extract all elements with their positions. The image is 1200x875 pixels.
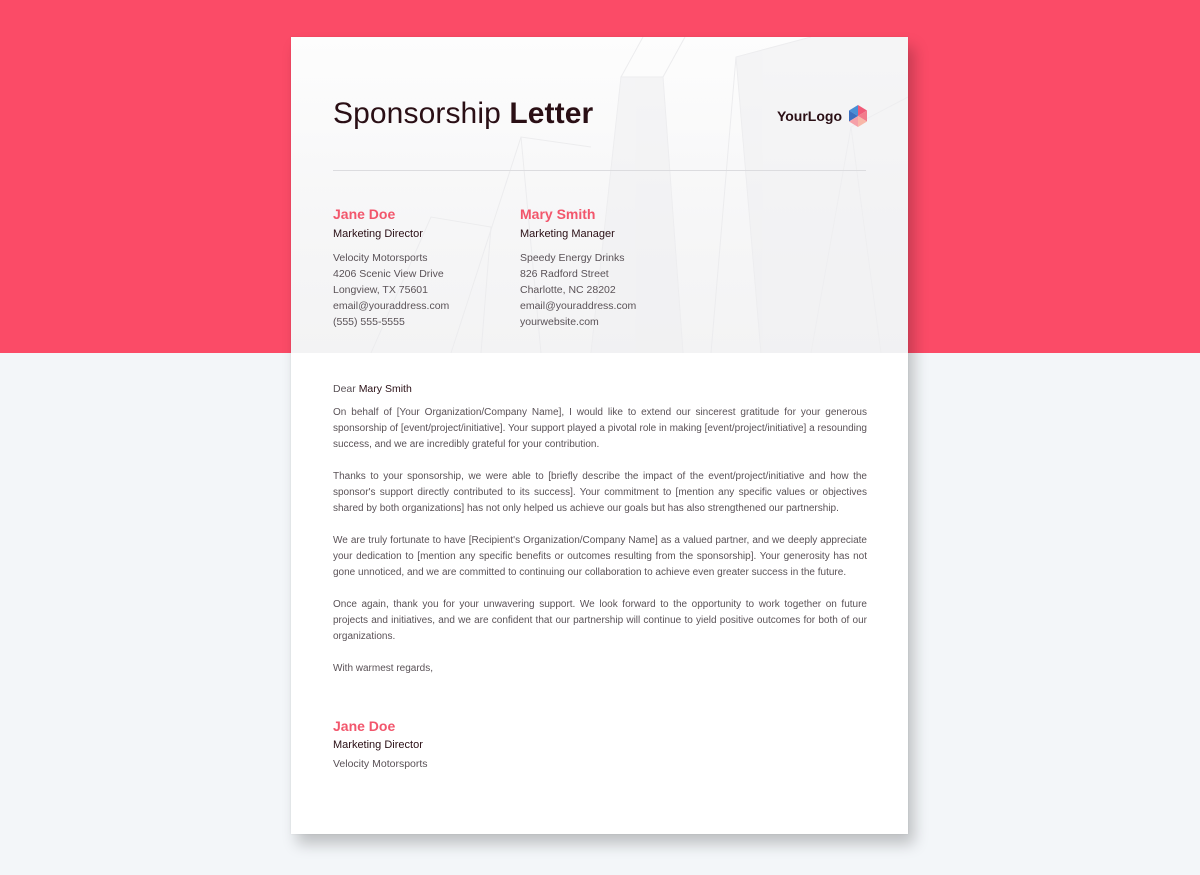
recipient-contact-block (520, 206, 700, 330)
sender-city: Longview, TX 75601 (333, 284, 428, 296)
sender-company: Velocity Motorsports (333, 252, 428, 264)
letter-body (333, 381, 867, 677)
sender-role: Marketing Director (333, 228, 423, 240)
paragraph: Thanks to your sponsorship, we were able to [briefly describe the impact of the event/project/initiative and how the sponsor's support directly contributed to its success]. Your commitment to [mention any specific values or objectives shared by both organizations] has not only helped us achieve our goals but has also strengthened our partnership. (333, 471, 867, 514)
signature-role: Marketing Director (333, 739, 423, 751)
sender-address (333, 250, 513, 330)
closing-line: With warmest regards, (333, 663, 434, 674)
logo-text: YourLogo (776, 108, 842, 124)
sender-phone: (555) 555-5555 (333, 316, 405, 328)
page-title (333, 97, 593, 131)
salutation (333, 381, 867, 397)
sender-email: email@youraddress.com (333, 300, 450, 312)
title-bold: Letter (509, 97, 594, 130)
recipient-city: Charlotte, NC 28202 (520, 284, 616, 296)
sender-street: 4206 Scenic View Drive (333, 268, 444, 280)
recipient-company: Speedy Energy Drinks (520, 252, 625, 264)
recipient-street: 826 Radford Street (520, 268, 609, 280)
recipient-address (520, 250, 700, 330)
paragraph: We are truly fortunate to have [Recipient's Organization/Company Name] as a valued partner, and we deeply appreciate your dedication to [mention any specific benefits or outcomes resulting from the sponsorship]. Your generosity has not gone unnoticed, and we are committed to continuing our collaboration to achieve even greater success in the future. (333, 535, 867, 578)
recipient-name: Mary Smith (520, 206, 596, 222)
signature-company: Velocity Motorsports (333, 758, 428, 770)
greeting-name: Mary Smith (358, 383, 412, 395)
sender-contact-block (333, 206, 513, 330)
paragraph: On behalf of [Your Organization/Company Name], I would like to extend our sincerest gratitude for your generous sponsorship of [event/project/initiative]. Your support played a pivotal role in making [event/project/initiative] a resounding success, and we are incredibly grateful for your contribution. (333, 407, 867, 450)
signature-block (333, 718, 428, 771)
paragraph: Once again, thank you for your unwavering support. We look forward to the opportunity to work together on future projects and initiatives, and we are confident that our partnership will continue to yield positive outcomes for both of our organizations. (333, 599, 867, 642)
signature-name: Jane Doe (333, 718, 396, 734)
recipient-role: Marketing Manager (520, 228, 615, 240)
title-light: Sponsorship (333, 97, 501, 130)
company-logo (777, 105, 868, 127)
hexagon-logo-icon (848, 105, 868, 127)
header-divider (333, 170, 866, 171)
sender-name: Jane Doe (333, 206, 396, 222)
letter-page (291, 37, 908, 834)
recipient-email: email@youraddress.com (520, 300, 637, 312)
recipient-website: yourwebsite.com (520, 316, 599, 328)
greeting-word: Dear (333, 383, 356, 395)
